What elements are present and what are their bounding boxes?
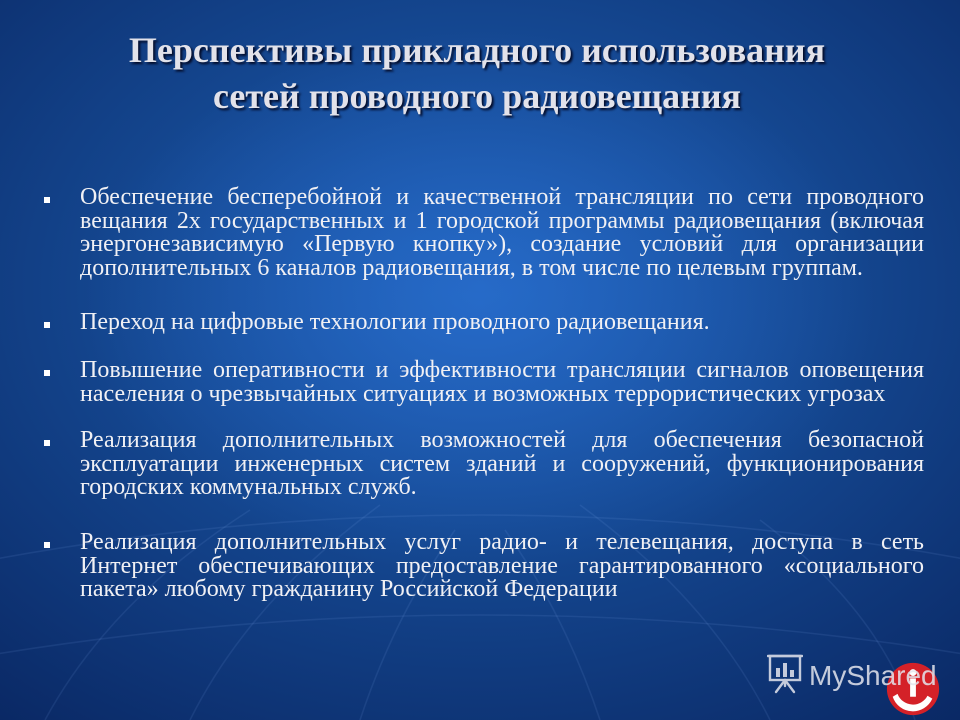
square-bullet-icon	[44, 440, 50, 446]
bullet-item-4	[80, 429, 924, 500]
slide-title	[0, 27, 954, 119]
bullet-4-line-1: Реализация дополнительных возможностей для обеспечения безопасной	[80, 427, 924, 453]
square-bullet-icon	[44, 542, 50, 548]
bullet-1-line-1: Обеспечение бесперебойной и качественной трансляции по сети проводного	[80, 184, 924, 210]
title-line-2: сетей проводного радиовещания	[212, 76, 742, 116]
bullet-5-line-1: Реализация дополнительных услуг радио- и телевещания, доступа в сеть	[80, 529, 924, 555]
bullet-item-2	[80, 311, 924, 335]
title-line-1: Перспективы прикладного использования	[128, 30, 826, 70]
red-circle-logo	[884, 660, 942, 718]
bullet-1-line-2: вещания 2х государственных и 1 городской программы радиовещания (включая	[80, 207, 924, 234]
globe-latitude-line	[0, 615, 960, 655]
bullet-item-3	[80, 359, 924, 406]
bullet-1-line-4: дополнительных 6 каналов радиовещания, в том числе по целевым группам.	[80, 254, 863, 281]
square-bullet-icon	[44, 197, 50, 203]
bullet-1-line-3: энергонезависимую «Первую кнопку»), создание условий для организации	[80, 231, 924, 257]
bullet-5-line-3: пакета» любому гражданину Российской Федерации	[80, 576, 618, 602]
bullet-4-line-2: эксплуатации инженерных систем зданий и сооружений, функционирования	[80, 450, 924, 477]
square-bullet-icon	[44, 322, 50, 328]
logo-white-dot	[910, 669, 917, 676]
watermark-text: MyShared	[809, 660, 937, 691]
bullet-item-1	[80, 186, 924, 280]
bullet-5-line-2: Интернет обеспечивающих предоставление гарантированного «социального	[80, 552, 924, 579]
bullet-2-line-1: Переход на цифровые технологии проводного радиовещания.	[80, 309, 710, 335]
bullet-item-5	[80, 531, 924, 602]
square-bullet-icon	[44, 370, 50, 376]
bullet-3-line-1: Повышение оперативности и эффективности трансляции сигналов оповещения	[80, 357, 924, 383]
bullet-3-line-2: населения о чрезвычайных ситуациях и возможных террористических угрозах	[80, 380, 886, 407]
logo-white-bar	[910, 678, 916, 696]
bullet-4-line-3: городских коммунальных служб.	[80, 474, 417, 500]
